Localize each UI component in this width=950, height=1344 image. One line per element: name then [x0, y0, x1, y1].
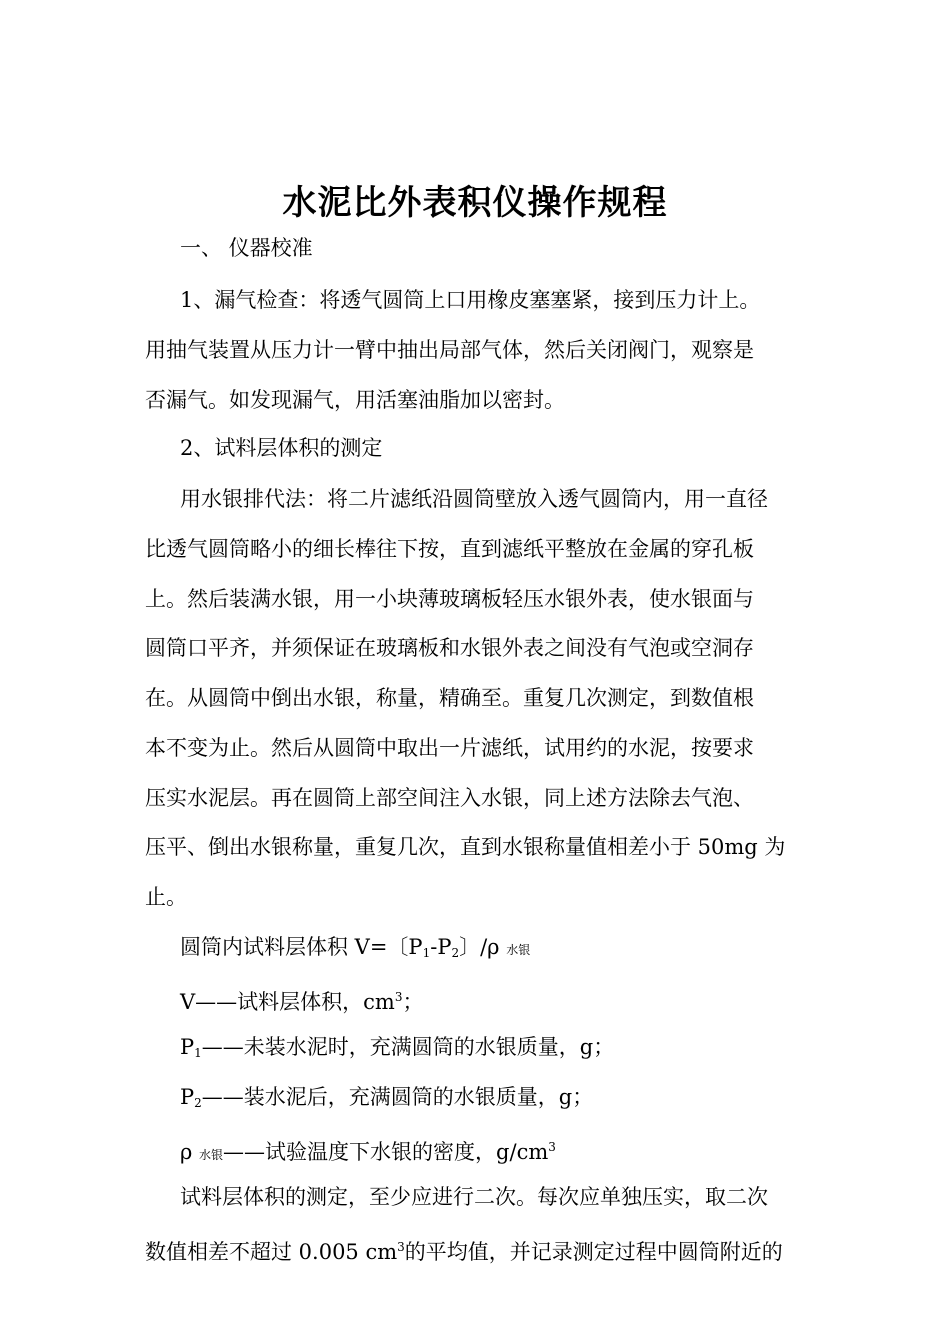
paragraph-line: 压实水泥层。再在圆筒上部空间注入水银，同上述方法除去气泡、 — [145, 786, 754, 810]
subsection-heading-volume: 2、试料层体积的测定 — [180, 436, 383, 460]
paragraph-line: 在。从圆筒中倒出水银，称量，精确至。重复几次测定，到数值根 — [145, 686, 754, 710]
paragraph-line: 用抽气装置从压力计一臂中抽出局部气体，然后关闭阀门，观察是 — [145, 338, 754, 362]
formula-dash: -P — [430, 935, 452, 959]
definition-v-superscript: 3 — [394, 990, 403, 1004]
definition-v-text: V——试料层体积，cm — [180, 990, 395, 1014]
volume-formula — [180, 932, 530, 968]
paragraph-superscript: 3 — [397, 1240, 405, 1254]
paragraph-line: 1、漏气检查：将透气圆筒上口用橡皮塞塞紧，接到压力计上。 — [180, 288, 761, 312]
formula-close: 〕/ρ — [459, 935, 507, 959]
definition-p2-text: ——装水泥后，充满圆筒的水银质量，g； — [201, 1085, 594, 1109]
formula-subscript-1: 1 — [422, 946, 431, 960]
paragraph-line — [145, 1232, 783, 1267]
formula-prefix: 圆筒内试料层体积 V=〔P — [180, 935, 423, 959]
definition-rho-superscript: 3 — [548, 1140, 556, 1154]
paragraph-line: 圆筒口平齐，并须保证在玻璃板和水银外表之间没有气泡或空洞存 — [145, 636, 754, 660]
definition-v-end: ； — [402, 990, 424, 1014]
definition-rho-subscript: 水银 — [199, 1148, 224, 1162]
formula-subscript-2: 2 — [451, 946, 460, 960]
definition-rho-symbol: ρ — [180, 1140, 200, 1164]
paragraph-line: 上。然后装满水银，用一小块薄玻璃板轻压水银外表，使水银面与 — [145, 587, 754, 611]
definition-p1-text: ——未装水泥时，充满圆筒的水银质量，g； — [201, 1035, 615, 1059]
section-heading-calibration: 一、 仪器校准 — [180, 236, 313, 260]
paragraph-text: 数值相差不超过 0.005 cm — [145, 1240, 398, 1264]
paragraph-line: 否漏气。如发现漏气，用活塞油脂加以密封。 — [145, 388, 565, 412]
paragraph-line: 比透气圆筒略小的细长棒往下按，直到滤纸平整放在金属的穿孔板 — [145, 537, 754, 561]
paragraph-line: 压平、倒出水银称量，重复几次，直到水银称量值相差小于 50mg 为 — [145, 835, 786, 859]
definition-p2 — [180, 1082, 593, 1118]
paragraph-line: 用水银排代法：将二片滤纸沿圆筒壁放入透气圆筒内，用一直径 — [180, 487, 768, 511]
paragraph-text: 的平均值，并记录测定过程中圆筒附近的 — [404, 1240, 783, 1264]
paragraph-line: 试料层体积的测定，至少应进行二次。每次应单独压实，取二次 — [180, 1185, 768, 1209]
paragraph-line: 止。 — [145, 885, 187, 909]
document-title: 水泥比外表积仪操作规程 — [282, 183, 668, 223]
definition-rho-text: ——试验温度下水银的密度，g/cm — [223, 1140, 549, 1164]
definition-rho — [180, 1132, 556, 1170]
definition-p1-symbol: P — [180, 1035, 195, 1059]
definition-p1 — [180, 1032, 614, 1068]
definition-p2-subscript: 2 — [194, 1096, 202, 1110]
definition-v — [180, 982, 423, 1017]
definition-p2-symbol: P — [180, 1085, 195, 1109]
paragraph-line: 本不变为止。然后从圆筒中取出一片滤纸，试用约的水泥，按要求 — [145, 736, 754, 760]
formula-subscript-mercury: 水银 — [506, 943, 531, 957]
definition-p1-subscript: 1 — [194, 1046, 202, 1060]
